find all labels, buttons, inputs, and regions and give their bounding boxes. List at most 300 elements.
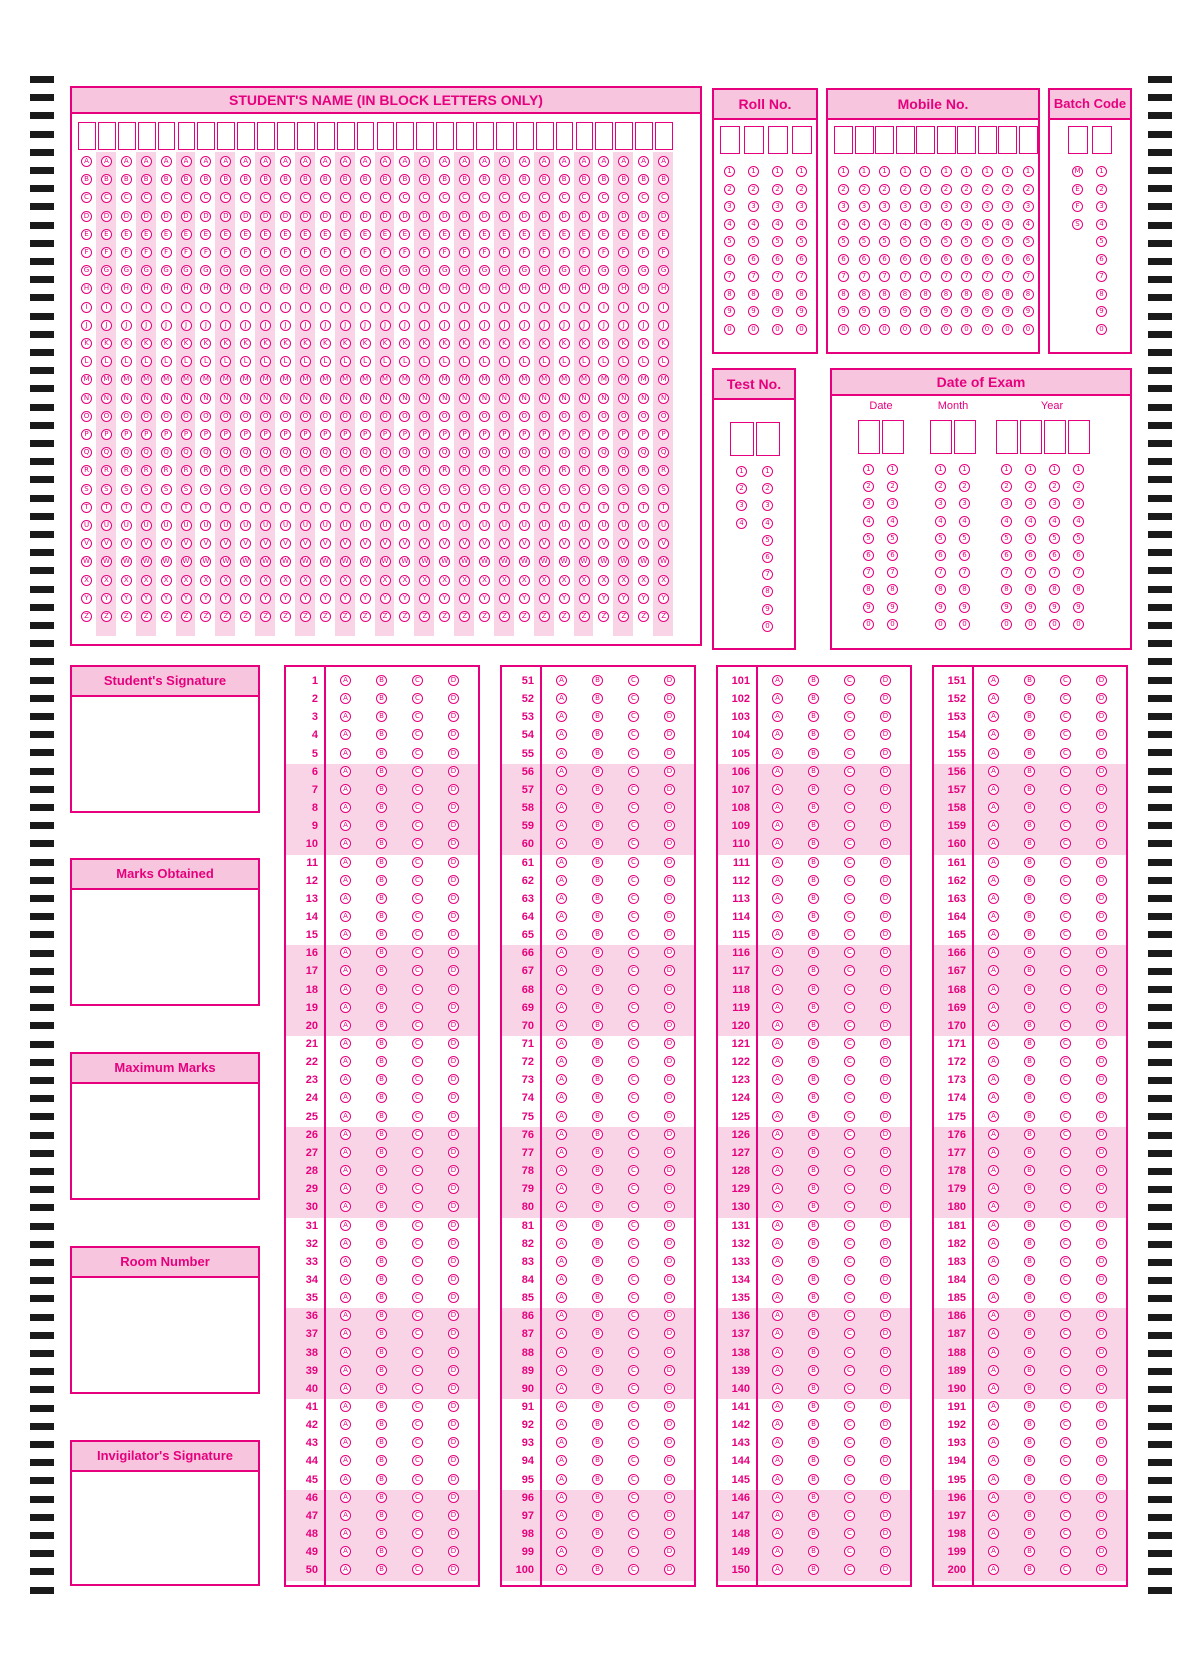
name-bubble[interactable]: K [320,338,331,349]
name-bubble[interactable]: E [340,229,351,240]
roll-bubble[interactable]: 6 [796,254,807,265]
name-bubble[interactable]: Q [81,447,92,458]
roll-bubble[interactable]: 4 [748,219,759,230]
name-bubble[interactable]: T [320,502,331,513]
name-bubble[interactable]: W [459,556,470,567]
answer-bubble[interactable]: A [772,1401,783,1412]
name-bubble[interactable]: O [240,411,251,422]
name-bubble[interactable]: P [559,429,570,440]
name-letter-box[interactable] [476,122,494,150]
name-bubble[interactable]: B [479,174,490,185]
mobile-digit-box[interactable] [855,126,874,154]
name-bubble[interactable]: S [638,484,649,495]
answer-bubble[interactable]: A [988,711,999,722]
answer-bubble[interactable]: B [592,1056,603,1067]
date-bubble[interactable]: 5 [863,533,874,544]
name-bubble[interactable]: F [638,247,649,258]
answer-bubble[interactable]: C [628,675,639,686]
answer-bubble[interactable]: B [1024,1310,1035,1321]
answer-bubble[interactable]: A [556,1292,567,1303]
answer-bubble[interactable]: A [340,1419,351,1430]
answer-bubble[interactable]: C [628,1183,639,1194]
answer-bubble[interactable]: B [376,1147,387,1158]
answer-bubble[interactable]: A [988,748,999,759]
name-bubble[interactable]: T [101,502,112,513]
answer-bubble[interactable]: A [340,1528,351,1539]
answer-bubble[interactable]: B [376,1020,387,1031]
answer-bubble[interactable]: D [1096,1401,1107,1412]
name-bubble[interactable]: X [539,575,550,586]
name-bubble[interactable]: Q [280,447,291,458]
name-bubble[interactable]: Q [380,447,391,458]
name-bubble[interactable]: H [360,283,371,294]
mobile-bubble[interactable]: 1 [1023,166,1034,177]
answer-bubble[interactable]: D [448,1401,459,1412]
answer-bubble[interactable]: C [844,857,855,868]
answer-bubble[interactable]: C [844,1564,855,1575]
name-bubble[interactable]: C [300,192,311,203]
answer-bubble[interactable]: B [592,1238,603,1249]
answer-bubble[interactable]: C [412,947,423,958]
answer-bubble[interactable]: A [556,1419,567,1430]
answer-bubble[interactable]: B [376,1546,387,1557]
name-bubble[interactable]: W [200,556,211,567]
test-bubble[interactable]: 3 [762,500,773,511]
name-bubble[interactable]: U [499,520,510,531]
name-bubble[interactable]: K [638,338,649,349]
answer-bubble[interactable]: D [880,784,891,795]
answer-bubble[interactable]: D [664,1147,675,1158]
name-bubble[interactable]: Q [559,447,570,458]
name-bubble[interactable]: S [598,484,609,495]
name-bubble[interactable]: P [399,429,410,440]
date-digit-box[interactable] [996,420,1018,454]
name-bubble[interactable]: M [240,374,251,385]
mobile-bubble[interactable]: 0 [900,324,911,335]
name-bubble[interactable]: L [101,356,112,367]
answer-bubble[interactable]: C [1060,1183,1071,1194]
name-bubble[interactable]: O [161,411,172,422]
name-bubble[interactable]: K [559,338,570,349]
name-bubble[interactable]: S [220,484,231,495]
name-bubble[interactable]: N [121,393,132,404]
answer-bubble[interactable]: A [340,1383,351,1394]
answer-bubble[interactable]: A [340,784,351,795]
answer-bubble[interactable]: C [844,1437,855,1448]
answer-bubble[interactable]: A [340,1292,351,1303]
answer-bubble[interactable]: C [412,1256,423,1267]
answer-bubble[interactable]: B [592,947,603,958]
name-bubble[interactable]: C [519,192,530,203]
name-bubble[interactable]: Y [101,593,112,604]
name-bubble[interactable]: X [380,575,391,586]
date-bubble[interactable]: 4 [1001,516,1012,527]
name-bubble[interactable]: A [200,156,211,167]
answer-bubble[interactable]: B [1024,1365,1035,1376]
name-bubble[interactable]: X [200,575,211,586]
answer-bubble[interactable]: D [664,1002,675,1013]
answer-bubble[interactable]: D [1096,784,1107,795]
name-bubble[interactable]: G [300,265,311,276]
test-bubble[interactable]: 5 [762,535,773,546]
name-bubble[interactable]: A [419,156,430,167]
answer-bubble[interactable]: B [808,711,819,722]
name-bubble[interactable]: C [479,192,490,203]
name-bubble[interactable]: T [240,502,251,513]
answer-bubble[interactable]: B [592,1474,603,1485]
name-bubble[interactable]: F [519,247,530,258]
answer-bubble[interactable]: D [880,965,891,976]
answer-bubble[interactable]: B [808,1165,819,1176]
test-bubble[interactable]: 6 [762,552,773,563]
name-bubble[interactable]: D [499,211,510,222]
name-bubble[interactable]: M [340,374,351,385]
name-bubble[interactable]: O [280,411,291,422]
name-bubble[interactable]: K [141,338,152,349]
answer-bubble[interactable]: C [412,1002,423,1013]
name-bubble[interactable]: C [638,192,649,203]
answer-bubble[interactable]: D [664,838,675,849]
answer-bubble[interactable]: C [844,1038,855,1049]
answer-bubble[interactable]: C [412,911,423,922]
answer-bubble[interactable]: A [988,1220,999,1231]
name-bubble[interactable]: R [399,465,410,476]
name-bubble[interactable]: M [439,374,450,385]
answer-bubble[interactable]: B [808,784,819,795]
name-bubble[interactable]: N [101,393,112,404]
name-bubble[interactable]: F [181,247,192,258]
name-bubble[interactable]: U [439,520,450,531]
answer-bubble[interactable]: A [988,729,999,740]
answer-bubble[interactable]: D [664,1220,675,1231]
date-bubble[interactable]: 7 [1001,567,1012,578]
answer-bubble[interactable]: D [880,748,891,759]
answer-bubble[interactable]: C [628,1474,639,1485]
name-bubble[interactable]: A [559,156,570,167]
answer-bubble[interactable]: C [844,1201,855,1212]
mobile-bubble[interactable]: 8 [900,289,911,300]
name-bubble[interactable]: B [181,174,192,185]
answer-bubble[interactable]: B [376,784,387,795]
answer-bubble[interactable]: D [880,1092,891,1103]
mobile-bubble[interactable]: 2 [879,184,890,195]
name-bubble[interactable]: Y [598,593,609,604]
answer-bubble[interactable]: D [448,748,459,759]
mobile-bubble[interactable]: 3 [838,201,849,212]
answer-bubble[interactable]: C [628,1165,639,1176]
answer-bubble[interactable]: A [556,838,567,849]
name-bubble[interactable]: S [360,484,371,495]
answer-bubble[interactable]: D [1096,893,1107,904]
answer-bubble[interactable]: B [376,1274,387,1285]
name-bubble[interactable]: A [141,156,152,167]
answer-bubble[interactable]: D [1096,1292,1107,1303]
name-bubble[interactable]: E [579,229,590,240]
answer-bubble[interactable]: C [844,1220,855,1231]
answer-bubble[interactable]: A [772,675,783,686]
answer-bubble[interactable]: A [556,1201,567,1212]
name-bubble[interactable]: O [399,411,410,422]
name-bubble[interactable]: Q [240,447,251,458]
answer-bubble[interactable]: D [880,893,891,904]
mobile-bubble[interactable]: 4 [941,219,952,230]
name-bubble[interactable]: Q [499,447,510,458]
date-bubble[interactable]: 9 [1001,602,1012,613]
name-bubble[interactable]: X [658,575,669,586]
mobile-digit-box[interactable] [834,126,853,154]
answer-bubble[interactable]: D [1096,947,1107,958]
name-bubble[interactable]: W [439,556,450,567]
mobile-bubble[interactable]: 2 [900,184,911,195]
name-bubble[interactable]: B [340,174,351,185]
answer-bubble[interactable]: B [376,1383,387,1394]
name-bubble[interactable]: G [618,265,629,276]
name-bubble[interactable]: T [658,502,669,513]
answer-bubble[interactable]: B [808,1564,819,1575]
name-bubble[interactable]: T [559,502,570,513]
answer-bubble[interactable]: C [844,893,855,904]
answer-bubble[interactable]: B [808,1474,819,1485]
date-bubble[interactable]: 1 [1025,464,1036,475]
answer-bubble[interactable]: A [772,1111,783,1122]
name-bubble[interactable]: M [579,374,590,385]
answer-bubble[interactable]: B [592,1256,603,1267]
name-bubble[interactable]: Q [459,447,470,458]
name-bubble[interactable]: W [121,556,132,567]
name-bubble[interactable]: J [121,320,132,331]
name-bubble[interactable]: M [539,374,550,385]
answer-bubble[interactable]: D [1096,838,1107,849]
name-bubble[interactable]: H [141,283,152,294]
answer-bubble[interactable]: B [808,1347,819,1358]
answer-bubble[interactable]: C [412,748,423,759]
test-bubble[interactable]: 1 [762,466,773,477]
name-bubble[interactable]: W [598,556,609,567]
name-bubble[interactable]: N [161,393,172,404]
name-bubble[interactable]: D [240,211,251,222]
mobile-bubble[interactable]: 1 [879,166,890,177]
name-bubble[interactable]: K [598,338,609,349]
answer-bubble[interactable]: D [880,1238,891,1249]
answer-bubble[interactable]: A [988,1292,999,1303]
answer-bubble[interactable]: A [988,1510,999,1521]
answer-bubble[interactable]: A [988,1474,999,1485]
name-bubble[interactable]: B [419,174,430,185]
roll-digit-box[interactable] [768,126,788,154]
name-bubble[interactable]: S [419,484,430,495]
mobile-bubble[interactable]: 6 [1023,254,1034,265]
name-bubble[interactable]: S [579,484,590,495]
roll-bubble[interactable]: 5 [724,236,735,247]
name-bubble[interactable]: N [300,393,311,404]
answer-bubble[interactable]: C [1060,1474,1071,1485]
name-bubble[interactable]: B [658,174,669,185]
answer-bubble[interactable]: B [808,838,819,849]
answer-bubble[interactable]: A [556,1183,567,1194]
answer-bubble[interactable]: B [592,675,603,686]
answer-bubble[interactable]: B [376,984,387,995]
answer-bubble[interactable]: C [628,729,639,740]
name-bubble[interactable]: J [459,320,470,331]
roll-bubble[interactable]: 0 [748,324,759,335]
answer-bubble[interactable]: D [448,1220,459,1231]
name-bubble[interactable]: U [181,520,192,531]
name-letter-box[interactable] [436,122,454,150]
answer-bubble[interactable]: D [880,1455,891,1466]
name-bubble[interactable]: N [200,393,211,404]
name-bubble[interactable]: M [399,374,410,385]
name-bubble[interactable]: O [499,411,510,422]
mobile-bubble[interactable]: 6 [879,254,890,265]
name-bubble[interactable]: M [121,374,132,385]
name-bubble[interactable]: L [559,356,570,367]
name-bubble[interactable]: O [141,411,152,422]
answer-bubble[interactable]: D [664,1256,675,1267]
name-bubble[interactable]: G [579,265,590,276]
name-bubble[interactable]: Z [141,611,152,622]
mobile-bubble[interactable]: 5 [900,236,911,247]
answer-bubble[interactable]: B [592,1201,603,1212]
roll-bubble[interactable]: 9 [796,306,807,317]
name-bubble[interactable]: W [300,556,311,567]
answer-bubble[interactable]: A [988,1546,999,1557]
name-bubble[interactable]: D [320,211,331,222]
name-bubble[interactable]: C [419,192,430,203]
answer-bubble[interactable]: B [592,838,603,849]
answer-bubble[interactable]: D [664,1546,675,1557]
mobile-bubble[interactable]: 1 [838,166,849,177]
answer-bubble[interactable]: A [340,1401,351,1412]
answer-bubble[interactable]: C [412,711,423,722]
mobile-bubble[interactable]: 9 [859,306,870,317]
name-bubble[interactable]: Y [658,593,669,604]
name-bubble[interactable]: Y [559,593,570,604]
mobile-bubble[interactable]: 2 [920,184,931,195]
answer-bubble[interactable]: D [1096,857,1107,868]
answer-bubble[interactable]: D [448,1074,459,1085]
name-bubble[interactable]: V [499,538,510,549]
answer-bubble[interactable]: A [772,1419,783,1430]
answer-bubble[interactable]: B [592,911,603,922]
answer-bubble[interactable]: B [592,857,603,868]
date-bubble[interactable]: 8 [1025,584,1036,595]
answer-bubble[interactable]: D [880,693,891,704]
answer-bubble[interactable]: D [448,875,459,886]
name-bubble[interactable]: O [519,411,530,422]
name-bubble[interactable]: W [399,556,410,567]
answer-bubble[interactable]: C [1060,893,1071,904]
answer-bubble[interactable]: B [808,1220,819,1231]
name-bubble[interactable]: S [499,484,510,495]
answer-bubble[interactable]: D [664,929,675,940]
name-bubble[interactable]: Z [618,611,629,622]
mobile-bubble[interactable]: 7 [838,271,849,282]
answer-bubble[interactable]: B [592,1147,603,1158]
answer-bubble[interactable]: D [664,965,675,976]
answer-bubble[interactable]: B [808,1002,819,1013]
name-bubble[interactable]: G [399,265,410,276]
answer-bubble[interactable]: D [880,911,891,922]
answer-bubble[interactable]: D [880,1437,891,1448]
name-bubble[interactable]: U [141,520,152,531]
name-bubble[interactable]: I [101,302,112,313]
name-bubble[interactable]: Z [658,611,669,622]
name-bubble[interactable]: L [320,356,331,367]
name-bubble[interactable]: S [658,484,669,495]
batch-digit-box[interactable] [1092,126,1112,154]
mobile-bubble[interactable]: 8 [1023,289,1034,300]
name-bubble[interactable]: U [658,520,669,531]
name-bubble[interactable]: J [399,320,410,331]
mobile-bubble[interactable]: 1 [920,166,931,177]
answer-bubble[interactable]: C [1060,1002,1071,1013]
answer-bubble[interactable]: C [412,965,423,976]
name-bubble[interactable]: L [280,356,291,367]
name-bubble[interactable]: M [459,374,470,385]
answer-bubble[interactable]: D [448,1129,459,1140]
name-bubble[interactable]: B [638,174,649,185]
mobile-bubble[interactable]: 9 [941,306,952,317]
name-bubble[interactable]: B [539,174,550,185]
name-letter-box[interactable] [655,122,673,150]
mobile-bubble[interactable]: 4 [879,219,890,230]
date-bubble[interactable]: 2 [935,481,946,492]
name-bubble[interactable]: W [161,556,172,567]
name-bubble[interactable]: K [499,338,510,349]
answer-bubble[interactable]: C [1060,1074,1071,1085]
name-bubble[interactable]: N [340,393,351,404]
roll-bubble[interactable]: 6 [748,254,759,265]
answer-bubble[interactable]: C [1060,947,1071,958]
answer-bubble[interactable]: B [592,1002,603,1013]
batch-digit-bubble[interactable]: 5 [1096,236,1107,247]
name-bubble[interactable]: A [181,156,192,167]
answer-bubble[interactable]: B [376,711,387,722]
name-bubble[interactable]: W [280,556,291,567]
answer-bubble[interactable]: A [556,1147,567,1158]
date-bubble[interactable]: 6 [1049,550,1060,561]
name-bubble[interactable]: H [240,283,251,294]
date-digit-box[interactable] [1044,420,1066,454]
name-bubble[interactable]: H [121,283,132,294]
answer-bubble[interactable]: C [412,1492,423,1503]
answer-bubble[interactable]: A [772,1165,783,1176]
name-bubble[interactable]: P [161,429,172,440]
answer-bubble[interactable]: B [808,1383,819,1394]
name-bubble[interactable]: P [220,429,231,440]
answer-bubble[interactable]: B [1024,1347,1035,1358]
answer-bubble[interactable]: B [1024,1129,1035,1140]
mobile-bubble[interactable]: 0 [941,324,952,335]
name-bubble[interactable]: I [141,302,152,313]
answer-bubble[interactable]: D [1096,1020,1107,1031]
answer-bubble[interactable]: C [1060,820,1071,831]
name-bubble[interactable]: Q [340,447,351,458]
name-bubble[interactable]: R [598,465,609,476]
name-bubble[interactable]: R [300,465,311,476]
answer-bubble[interactable]: D [448,1183,459,1194]
answer-bubble[interactable]: D [880,947,891,958]
answer-bubble[interactable]: D [664,1038,675,1049]
name-bubble[interactable]: I [340,302,351,313]
name-bubble[interactable]: X [121,575,132,586]
name-bubble[interactable]: W [360,556,371,567]
answer-bubble[interactable]: A [772,1383,783,1394]
answer-bubble[interactable]: C [1060,675,1071,686]
answer-bubble[interactable]: C [412,693,423,704]
name-bubble[interactable]: H [220,283,231,294]
name-bubble[interactable]: N [618,393,629,404]
